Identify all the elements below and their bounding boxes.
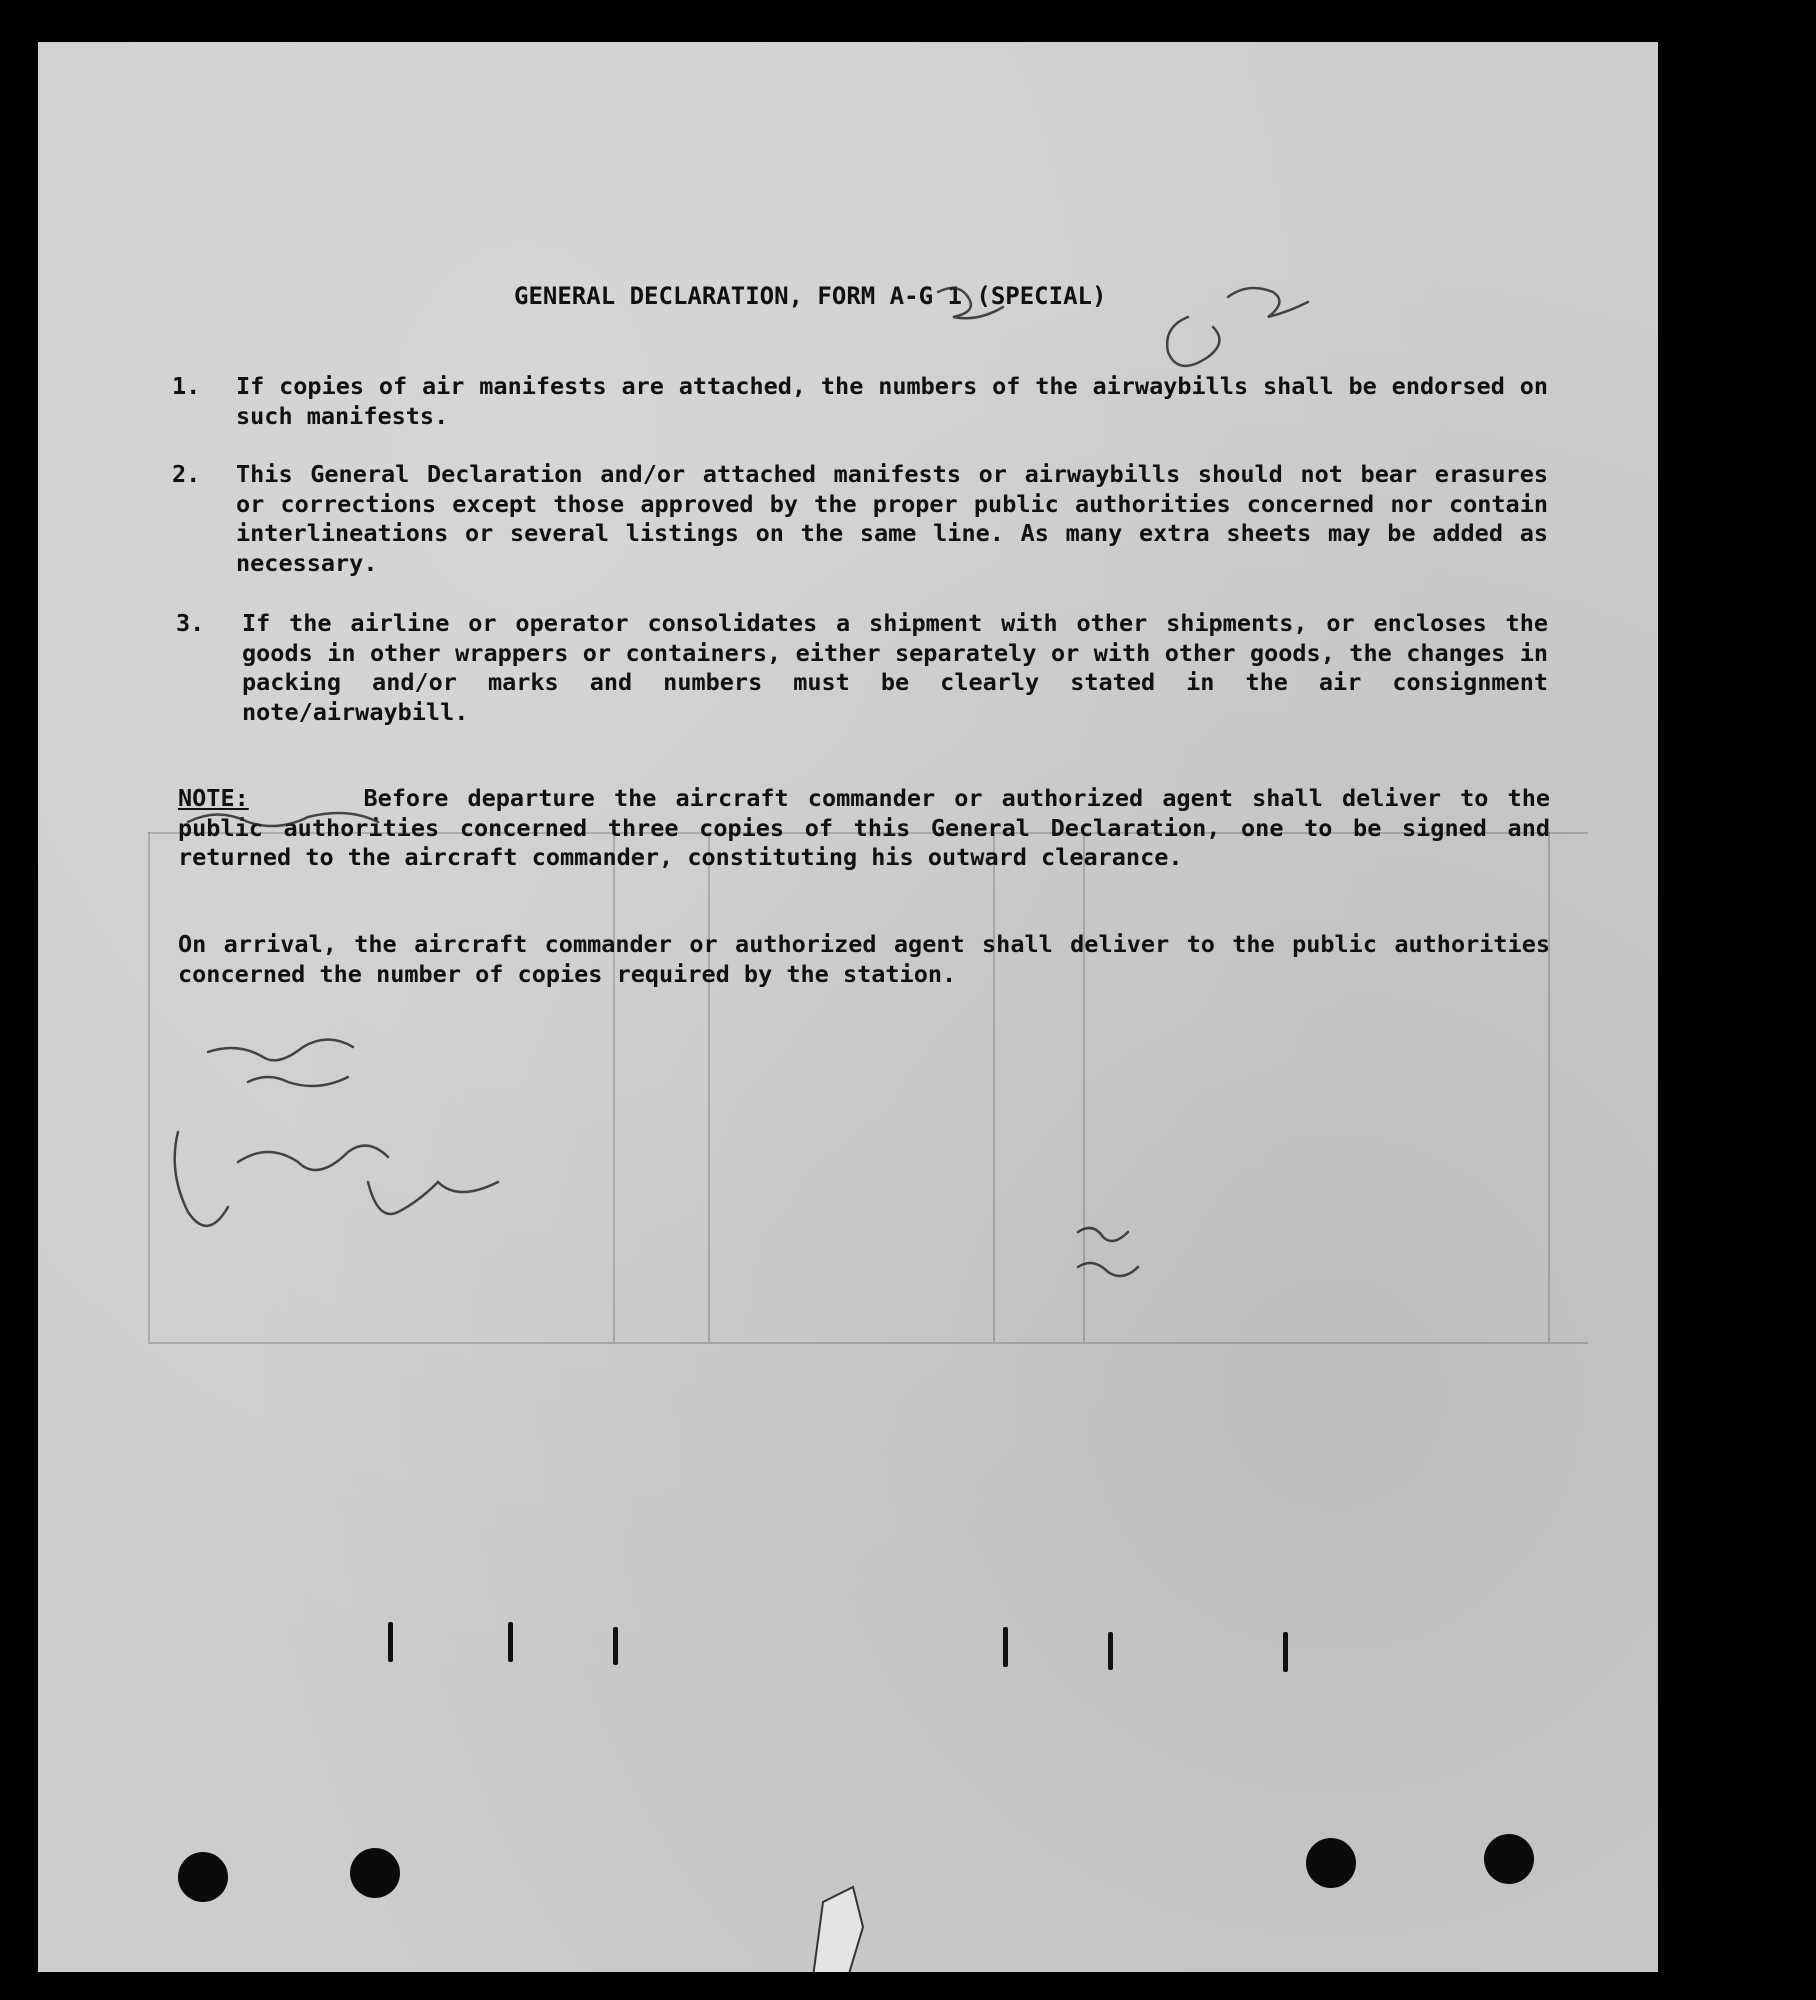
- note-text: Before departure the aircraft commander or authorized agent shall deliver to the public authorities concerned three copies of this General Declaration, one to be signed and returned to the aircraft commander, constituting his outward clearance.: [178, 784, 1551, 871]
- perforation-mark: [508, 1622, 513, 1662]
- perforation-mark: [613, 1627, 618, 1665]
- torn-notch: [808, 1867, 868, 1972]
- item-number: 3.: [176, 609, 205, 637]
- item-text: If copies of air manifests are attached, the numbers of the airwaybills shall be endorsed on such manifests.: [236, 372, 1548, 430]
- item-text: If the airline or operator consolidates a shipment with other shipments, or encloses the goods in other wrappers or containers, either separately or with other goods, the changes in packing and/or marks and numbers must be clearly stated in the air consignment note/airwaybill.: [242, 609, 1548, 726]
- document-title: GENERAL DECLARATION, FORM A-G 1 (SPECIAL): [514, 282, 1107, 310]
- document-page: [38, 42, 1658, 1972]
- binder-hole: [350, 1848, 400, 1898]
- perforation-mark: [388, 1622, 393, 1662]
- item-number: 2.: [172, 460, 201, 488]
- note-label: NOTE:: [178, 784, 249, 812]
- item-text: This General Declaration and/or attached manifests or airwaybills should not bear erasures or corrections except those approved by the proper public authorities concerned nor contain interlineations or several listings on the same line. As many extra sheets may be added as necessary.: [236, 460, 1548, 577]
- perforation-mark: [1108, 1632, 1113, 1670]
- perforation-mark: [1283, 1632, 1288, 1672]
- handwritten-signature: [38, 42, 1658, 1972]
- arrival-paragraph: On arrival, the aircraft commander or authorized agent shall deliver to the public authorities concerned the number of copies required by the station.: [178, 930, 1550, 988]
- item-number: 1.: [172, 372, 201, 400]
- binder-hole: [178, 1852, 228, 1902]
- perforation-mark: [1003, 1627, 1008, 1667]
- binder-hole: [1484, 1834, 1534, 1884]
- binder-hole: [1306, 1838, 1356, 1888]
